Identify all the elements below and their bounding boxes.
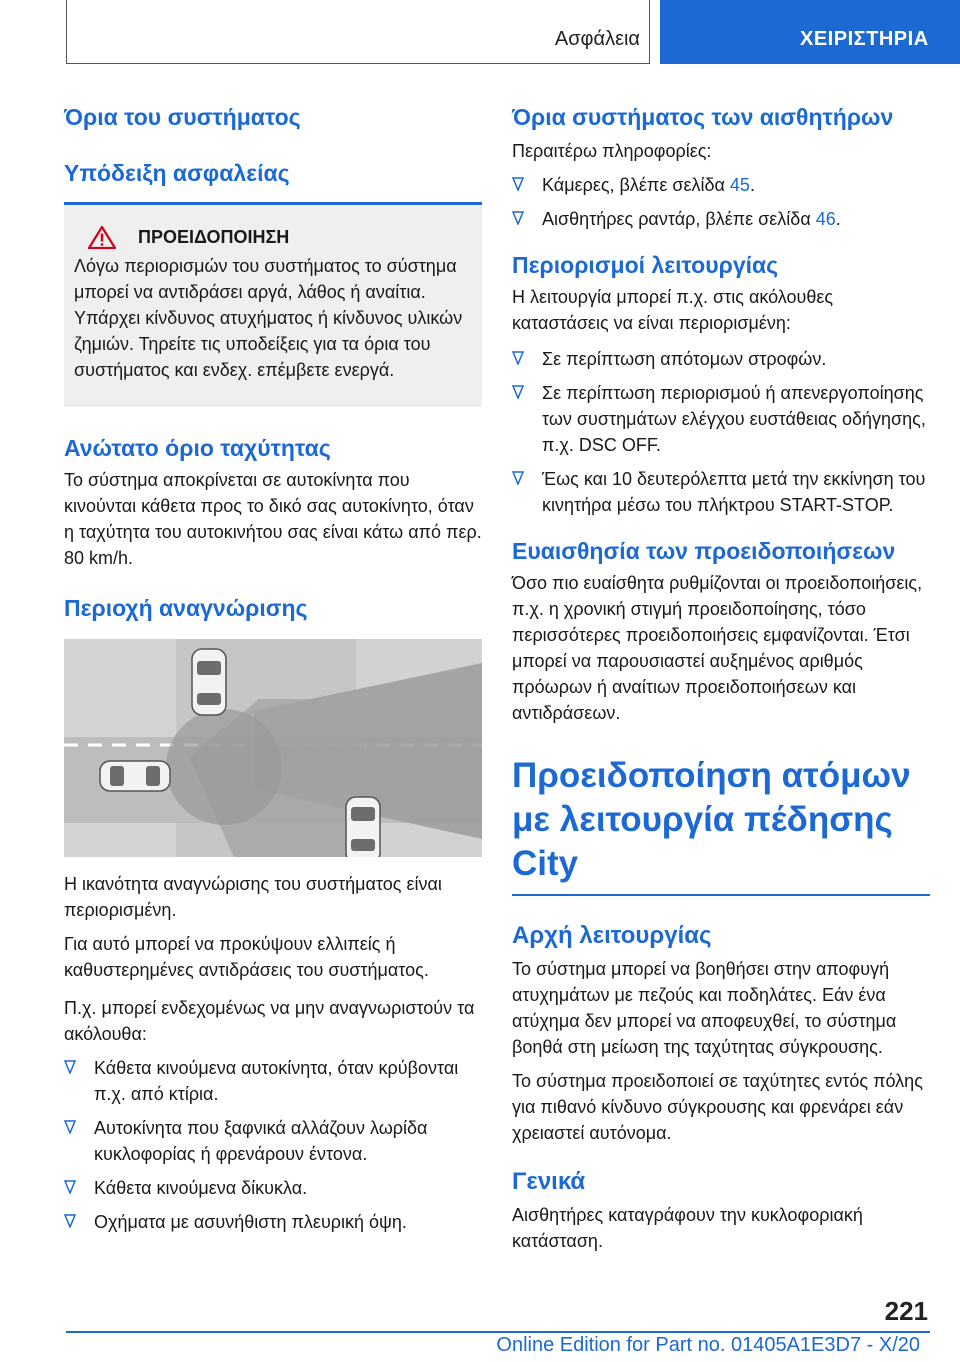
detection-text-2: Για αυτό μπορεί να προκύψουν ελλιπείς ή καθυστερημένες αντιδράσεις του συστήματος. [64,934,429,980]
section-title-city-braking: Προειδοποίηση ατόμων με λειτουργία πέδησης City [512,756,911,883]
footer-divider [66,1331,930,1333]
subsection-safety-note: Υπόδειξη ασφαλείας [64,160,290,186]
bullet-triangle-icon [512,177,524,191]
list-item: Κάθετα κινούμενα δίκυκλα. [64,1175,482,1201]
header-section-title: Ασφάλεια [554,28,640,50]
list-item: Κάμερες, βλέπε σελίδα 45. [512,172,930,198]
section-title-system-limits: Όρια του συστήματος [64,104,301,130]
general-text: Αισθητήρες καταγράφουν την κυκλοφοριακή κατάσταση. [512,1205,863,1251]
list-item: Οχήματα με ασυνήθιστη πλευρική όψη. [64,1209,482,1235]
principle-text-2: Το σύστημα προειδοποιεί σε ταχύτητες εντός πόλης για πιθανό κίνδυνο σύγκρουσης και φρενάρει εάν χρειαστεί αυτόνομα. [512,1071,923,1143]
warning-text: Λόγω περιορισμών του συστήματος το σύστημα μπορεί να αντιδράσει αργά, λάθος ή αναίτια. Υπάρχει κίνδυνος ατυχήματος ή κίνδυνος υλικών ζημιών. Τηρείτε τις υποδείξεις για τα όρια του συστήματος και ενδεχ. επέμβετε ενεργά. [74,256,463,380]
bullet-triangle-icon [64,1120,76,1134]
restrictions-intro: Η λειτουργία μπορεί π.χ. στις ακόλουθες καταστάσεις να είναι περιορισμένη: [512,287,834,333]
page-link-radar[interactable]: 46 [815,209,836,229]
divider [512,894,930,896]
list-item: Αισθητήρες ραντάρ, βλέπε σελίδα 46. [512,206,930,232]
bullet-triangle-icon [64,1060,76,1074]
detection-text-1: Η ικανότητα αναγνώρισης του συστήματος είναι περιορισμένη. [64,874,442,920]
restrictions-list [512,346,930,518]
car-bottom [346,797,380,857]
page-link-cameras[interactable]: 45 [729,175,750,195]
subsection-sensor-limits: Όρια συστήματος των αισθητήρων [512,104,894,130]
list-item: Σε περίπτωση απότομων στροφών. [512,346,930,372]
bullet-triangle-icon [512,385,524,399]
list-item: Κάθετα κινούμενα αυτοκίνητα, όταν κρύβονται π.χ. από κτίρια. [64,1055,482,1107]
warning-icon [88,225,116,249]
bullet-triangle-icon [512,351,524,365]
warning-heading: ΠΡΟΕΙΔΟΠΟΙΗΣΗ [138,226,290,247]
bullet-triangle-icon [64,1180,76,1194]
detection-text-3: Π.χ. μπορεί ενδεχομένως να μην αναγνωριστούν τα ακόλουθα: [64,998,475,1044]
bullet-triangle-icon [512,471,524,485]
sensor-limits-list [512,172,930,232]
list-item: Έως και 10 δευτερόλεπτα μετά την εκκίνηση του κινητήρα μέσω του πλήκτρου START-STOP. [512,466,930,518]
header-chapter-tab[interactable]: ΧΕΙΡΙΣΤΗΡΙΑ [660,0,960,64]
subsection-principle: Αρχή λειτουργίας [512,922,712,949]
left-column [64,102,482,1243]
page-number: 221 [884,1296,928,1326]
principle-text-1: Το σύστημα μπορεί να βοηθήσει στην αποφυγή ατυχημάτων με πεζούς και ποδηλάτες. Εάν ένα ατύχημα δεν μπορεί να αποφευχθεί, το σύστημα βοηθά στη μείωση της ταχύτητας σύγκρουσης. [512,959,897,1057]
detection-list [64,1055,482,1235]
subsection-general: Γενικά [512,1168,586,1195]
subsection-warning-sensitivity: Ευαισθησία των προειδοποιήσεων [512,538,896,564]
sensitivity-text: Όσο πιο ευαίσθητα ρυθμίζονται οι προειδοποιήσεις, π.χ. η χρονική στιγμή προειδοποίησης, τόσο περισσότερες προειδοποιήσεις εμφανίζονται. Έτσι μπορεί να παρουσιαστεί αυξημένος αριθμός πρόωρων ή αναίτιων προειδοποιήσεων και αντιδράσεων. [512,573,923,723]
detection-range-illustration [64,639,482,857]
bullet-triangle-icon [512,211,524,225]
subsection-detection-range: Περιοχή αναγνώρισης [64,595,308,621]
warning-box [64,205,482,407]
car-left [100,761,170,791]
list-item: Αυτοκίνητα που ξαφνικά αλλάζουν λωρίδα κυκλοφορίας ή φρενάρουν έντονα. [64,1115,482,1167]
car-top [192,649,226,715]
footer-edition-text: Online Edition for Part no. 01405A1E3D7 - X/20 [496,1334,920,1356]
subsection-function-restrictions: Περιορισμοί λειτουργίας [512,252,779,278]
list-item: Σε περίπτωση περιορισμού ή απενεργοποίησης των συστημάτων ελέγχου ευστάθειας οδήγησης, π.χ. DSC OFF. [512,380,930,458]
bullet-triangle-icon [64,1214,76,1228]
speed-limit-text: Το σύστημα αποκρίνεται σε αυτοκίνητα που κινούνται κάθετα προς το δικό σας αυτοκίνητο, όταν η ταχύτητα του αυτοκινήτου σας είναι κάτω από περ. 80 km/h. [64,470,482,568]
right-column [512,102,930,1254]
subsection-speed-limit: Ανώτατο όριο ταχύτητας [64,435,331,461]
intersection-diagram [64,639,482,857]
sensor-limits-intro: Περαιτέρω πληροφορίες: [512,141,712,161]
